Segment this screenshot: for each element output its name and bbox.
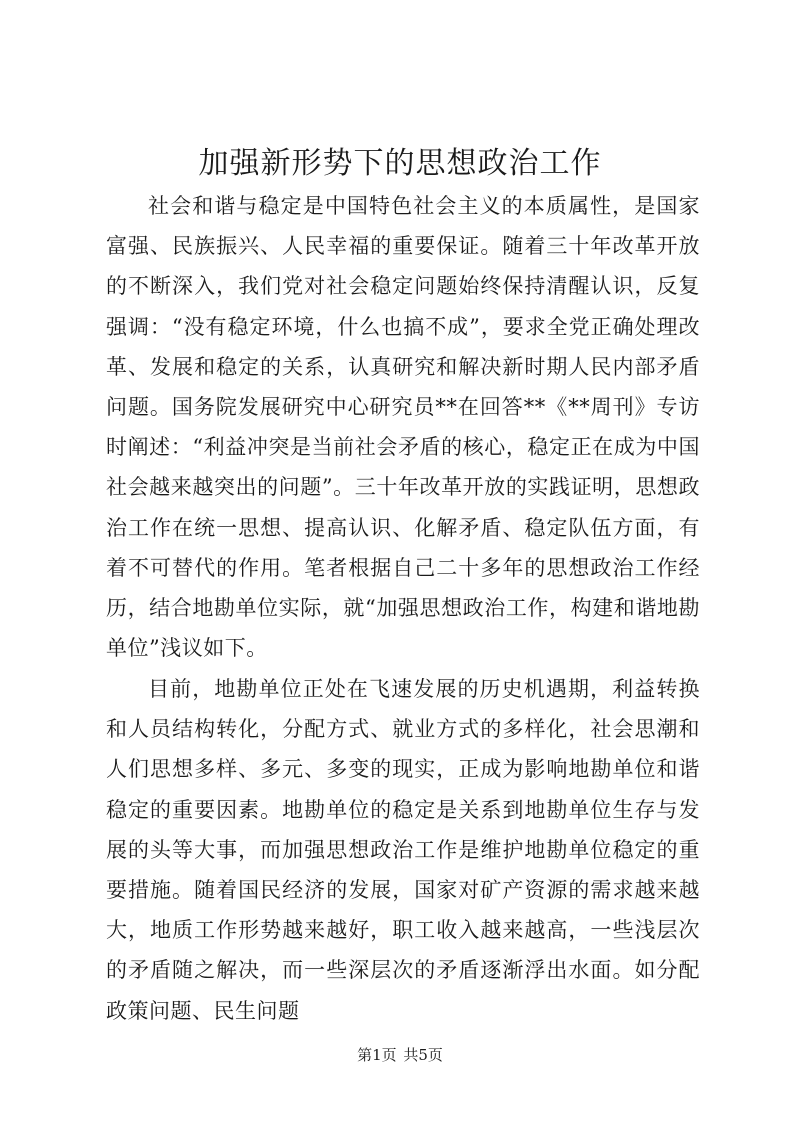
page-footer [0,1045,800,1065]
page-total: 共5页 [403,1046,443,1064]
page-number: 第1页 [357,1046,397,1064]
body-paragraph-1: 社会和谐与稳定是中国特色社会主义的本质属性，是国家富强、民族振兴、人民幸福的重要保证。随着三十年改革开放的不断深入，我们党对社会稳定问题始终保持清醒认识，反复强调：“没有稳定环境，什么也搞不成”，要求全党正确处理改革、发展和稳定的关系，认真研究和解决新时期人民内部矛盾问题。国务院发展研究中心研究员**在回答**《**周刊》专访时阐述：“利益冲突是当前社会矛盾的核心，稳定正在成为中国社会越来越突出的问题”。三十年改革开放的实践证明，思想政治工作在统一思想、提高认识、化解矛盾、稳定队伍方面，有着不可替代的作用。笔者根据自己二十多年的思想政治工作经历，结合地勘单位实际，就“加强思想政治工作，构建和谐地勘单位”浅议如下。 [106,194,700,661]
body-paragraph-2: 目前，地勘单位正处在飞速发展的历史机遇期，利益转换和人员结构转化，分配方式、就业方式的多样化，社会思潮和人们思想多样、多元、多变的现实，正成为影响地勘单位和谐稳定的重要因素。地勘单位的稳定是关系到地勘单位生存与发展的头等大事，而加强思想政治工作是维护地勘单位稳定的重要措施。随着国民经济的发展，国家对矿产资源的需求越来越大，地质工作形势越来越好，职工收入越来越高，一些浅层次的矛盾随之解决，而一些深层次的矛盾逐渐浮出水面。如分配政策问题、民生问题 [106,677,700,1023]
document-title: 加强新形势下的思想政治工作 [198,146,602,181]
